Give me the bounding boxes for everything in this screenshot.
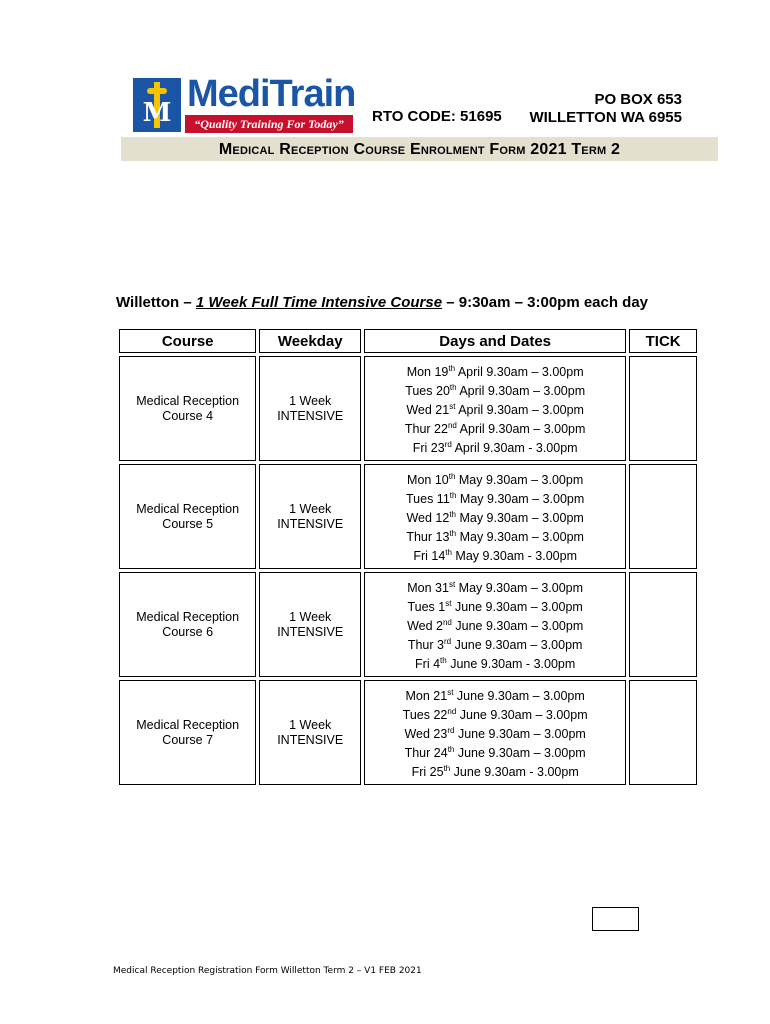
date-time: May 9.30am – 3.00pm bbox=[455, 472, 584, 487]
weekday-cell bbox=[259, 464, 361, 569]
date-line bbox=[365, 634, 625, 653]
date-time: June 9.30am – 3.00pm bbox=[451, 638, 583, 653]
date-day: Fri 14 bbox=[413, 549, 446, 564]
date-time: May 9.30am – 3.00pm bbox=[456, 530, 584, 545]
weekday-line: 1 Week bbox=[289, 501, 332, 516]
weekday-cell bbox=[259, 572, 361, 677]
date-ordinal: rd bbox=[443, 637, 452, 647]
weekday-line: INTENSIVE bbox=[277, 408, 344, 423]
date-line bbox=[365, 437, 625, 456]
date-line bbox=[365, 742, 625, 761]
form-title-banner bbox=[121, 137, 718, 161]
date-day: Wed 21 bbox=[406, 403, 450, 418]
date-time: April 9.30am – 3.00pm bbox=[456, 383, 586, 398]
date-time: April 9.30am – 3.00pm bbox=[456, 422, 586, 437]
date-ordinal: th bbox=[449, 529, 457, 539]
date-time: April 9.30am – 3.00pm bbox=[455, 403, 584, 418]
address-line-2: WILLETTON WA 6955 bbox=[529, 109, 682, 126]
date-time: May 9.30am – 3.00pm bbox=[456, 491, 585, 506]
date-ordinal: th bbox=[440, 656, 447, 666]
date-ordinal: nd bbox=[442, 617, 452, 627]
date-ordinal: th bbox=[443, 764, 451, 774]
date-time: June 9.30am – 3.00pm bbox=[454, 727, 586, 742]
tick-checkbox[interactable] bbox=[629, 680, 697, 785]
table-row bbox=[119, 356, 697, 461]
course-cell bbox=[119, 464, 256, 569]
section-heading bbox=[116, 294, 648, 311]
date-time: June 9.30am - 3.00pm bbox=[446, 657, 576, 672]
date-line bbox=[365, 685, 625, 704]
table-row bbox=[119, 680, 697, 785]
course-cell bbox=[119, 356, 256, 461]
date-day: Tues 20 bbox=[405, 383, 450, 398]
date-ordinal: th bbox=[445, 548, 452, 558]
weekday-cell bbox=[259, 680, 361, 785]
date-ordinal: st bbox=[445, 598, 452, 608]
weekday-line: 1 Week bbox=[289, 717, 332, 732]
date-time: June 9.30am – 3.00pm bbox=[451, 619, 584, 634]
date-day: Wed 2 bbox=[407, 619, 443, 634]
course-type-label: 1 Week Full Time Intensive Course bbox=[195, 294, 443, 311]
date-day: Mon 31 bbox=[407, 580, 449, 595]
date-line bbox=[365, 545, 625, 564]
date-ordinal: rd bbox=[447, 725, 455, 735]
office-use-box[interactable] bbox=[592, 907, 639, 931]
date-line bbox=[365, 507, 625, 526]
date-line bbox=[365, 761, 625, 780]
tick-checkbox[interactable] bbox=[629, 356, 697, 461]
weekday-line: INTENSIVE bbox=[277, 516, 344, 531]
form-title: Medical Reception Course Enrolment Form 2021 Term 2 bbox=[218, 141, 621, 158]
date-line bbox=[365, 704, 625, 723]
dates-cell bbox=[364, 680, 626, 785]
footer-text: Medical Reception Registration Form Willetton Term 2 – V1 FEB 2021 bbox=[113, 966, 422, 976]
date-day: Fri 23 bbox=[412, 441, 445, 456]
dates-cell bbox=[364, 572, 626, 677]
date-time: May 9.30am – 3.00pm bbox=[455, 580, 584, 595]
tick-checkbox[interactable] bbox=[629, 464, 697, 569]
table-row bbox=[119, 464, 697, 569]
date-ordinal: st bbox=[449, 401, 456, 411]
hours-label: – 9:30am – 3:00pm each day bbox=[442, 294, 649, 311]
course-cell bbox=[119, 680, 256, 785]
date-ordinal: th bbox=[448, 363, 456, 373]
date-time: April 9.30am - 3.00pm bbox=[451, 441, 578, 456]
date-time: May 9.30am – 3.00pm bbox=[455, 511, 584, 526]
date-day: Fri 25 bbox=[411, 765, 444, 780]
header-tick: TICK bbox=[629, 329, 697, 353]
date-ordinal: th bbox=[449, 382, 457, 392]
date-time: June 9.30am – 3.00pm bbox=[456, 707, 588, 722]
weekday-line: 1 Week bbox=[289, 609, 332, 624]
date-day: Thur 22 bbox=[404, 422, 448, 437]
weekday-line: 1 Week bbox=[289, 393, 332, 408]
course-name-line: Medical Reception bbox=[136, 609, 240, 624]
header-weekday: Weekday bbox=[259, 329, 361, 353]
date-day: Fri 4 bbox=[415, 657, 441, 672]
date-day: Wed 23 bbox=[404, 727, 448, 742]
logo-name: MediTrain bbox=[187, 73, 356, 115]
date-ordinal: th bbox=[449, 509, 456, 519]
date-day: Wed 12 bbox=[406, 511, 450, 526]
date-ordinal: rd bbox=[444, 440, 452, 450]
date-line bbox=[365, 380, 625, 399]
date-day: Mon 21 bbox=[405, 688, 448, 703]
course-name-line: Medical Reception bbox=[136, 501, 240, 516]
date-time: June 9.30am – 3.00pm bbox=[451, 599, 583, 614]
location-label: Willetton – bbox=[116, 294, 196, 311]
date-time: June 9.30am - 3.00pm bbox=[450, 765, 579, 780]
date-day: Tues 22 bbox=[402, 707, 448, 722]
weekday-cell bbox=[259, 356, 361, 461]
date-ordinal: st bbox=[448, 579, 456, 589]
date-line bbox=[365, 488, 625, 507]
date-day: Mon 19 bbox=[406, 364, 449, 379]
date-day: Thur 24 bbox=[404, 746, 448, 761]
date-ordinal: nd bbox=[447, 706, 457, 716]
date-ordinal: th bbox=[447, 745, 455, 755]
date-line bbox=[365, 361, 625, 380]
schedule-table bbox=[116, 326, 700, 788]
date-time: June 9.30am – 3.00pm bbox=[454, 746, 586, 761]
dates-cell bbox=[364, 356, 626, 461]
weekday-line: INTENSIVE bbox=[277, 624, 344, 639]
course-name-line: Medical Reception bbox=[136, 717, 240, 732]
course-name-line: Course 5 bbox=[162, 516, 214, 531]
course-name-line: Course 7 bbox=[162, 732, 214, 747]
date-time: April 9.30am – 3.00pm bbox=[455, 364, 584, 379]
date-day: Thur 3 bbox=[407, 638, 444, 653]
tick-checkbox[interactable] bbox=[629, 572, 697, 677]
date-day: Tues 1 bbox=[407, 599, 446, 614]
date-time: May 9.30am - 3.00pm bbox=[451, 549, 577, 564]
address-line-1: PO BOX 653 bbox=[594, 91, 682, 108]
date-line bbox=[365, 399, 625, 418]
weekday-line: INTENSIVE bbox=[277, 732, 344, 747]
date-day: Tues 11 bbox=[406, 491, 450, 506]
date-line bbox=[365, 596, 625, 615]
date-ordinal: nd bbox=[447, 421, 457, 431]
header-days-dates: Days and Dates bbox=[364, 329, 626, 353]
dates-cell bbox=[364, 464, 626, 569]
table-row bbox=[119, 572, 697, 677]
date-line bbox=[365, 615, 625, 634]
date-line bbox=[365, 723, 625, 742]
course-cell bbox=[119, 572, 256, 677]
date-line bbox=[365, 526, 625, 545]
logo-tagline: “Quality Training For Today” bbox=[185, 115, 353, 133]
date-time: June 9.30am – 3.00pm bbox=[453, 688, 585, 703]
course-name-line: Medical Reception bbox=[136, 393, 240, 408]
date-ordinal: th bbox=[449, 490, 457, 500]
date-line bbox=[365, 577, 625, 596]
table-header-row bbox=[119, 329, 697, 353]
postal-address bbox=[529, 91, 682, 127]
date-ordinal: th bbox=[448, 471, 456, 481]
meditrain-logo bbox=[133, 73, 356, 134]
date-ordinal: st bbox=[447, 687, 454, 697]
course-name-line: Course 6 bbox=[162, 624, 214, 639]
date-line bbox=[365, 418, 625, 437]
date-day: Thur 13 bbox=[406, 530, 450, 545]
rto-code: RTO CODE: 51695 bbox=[372, 108, 502, 125]
date-day: Mon 10 bbox=[407, 472, 449, 487]
date-line bbox=[365, 469, 625, 488]
course-name-line: Course 4 bbox=[162, 408, 214, 423]
logo-mark-icon: M bbox=[133, 78, 181, 132]
header-course: Course bbox=[119, 329, 256, 353]
date-line bbox=[365, 653, 625, 672]
